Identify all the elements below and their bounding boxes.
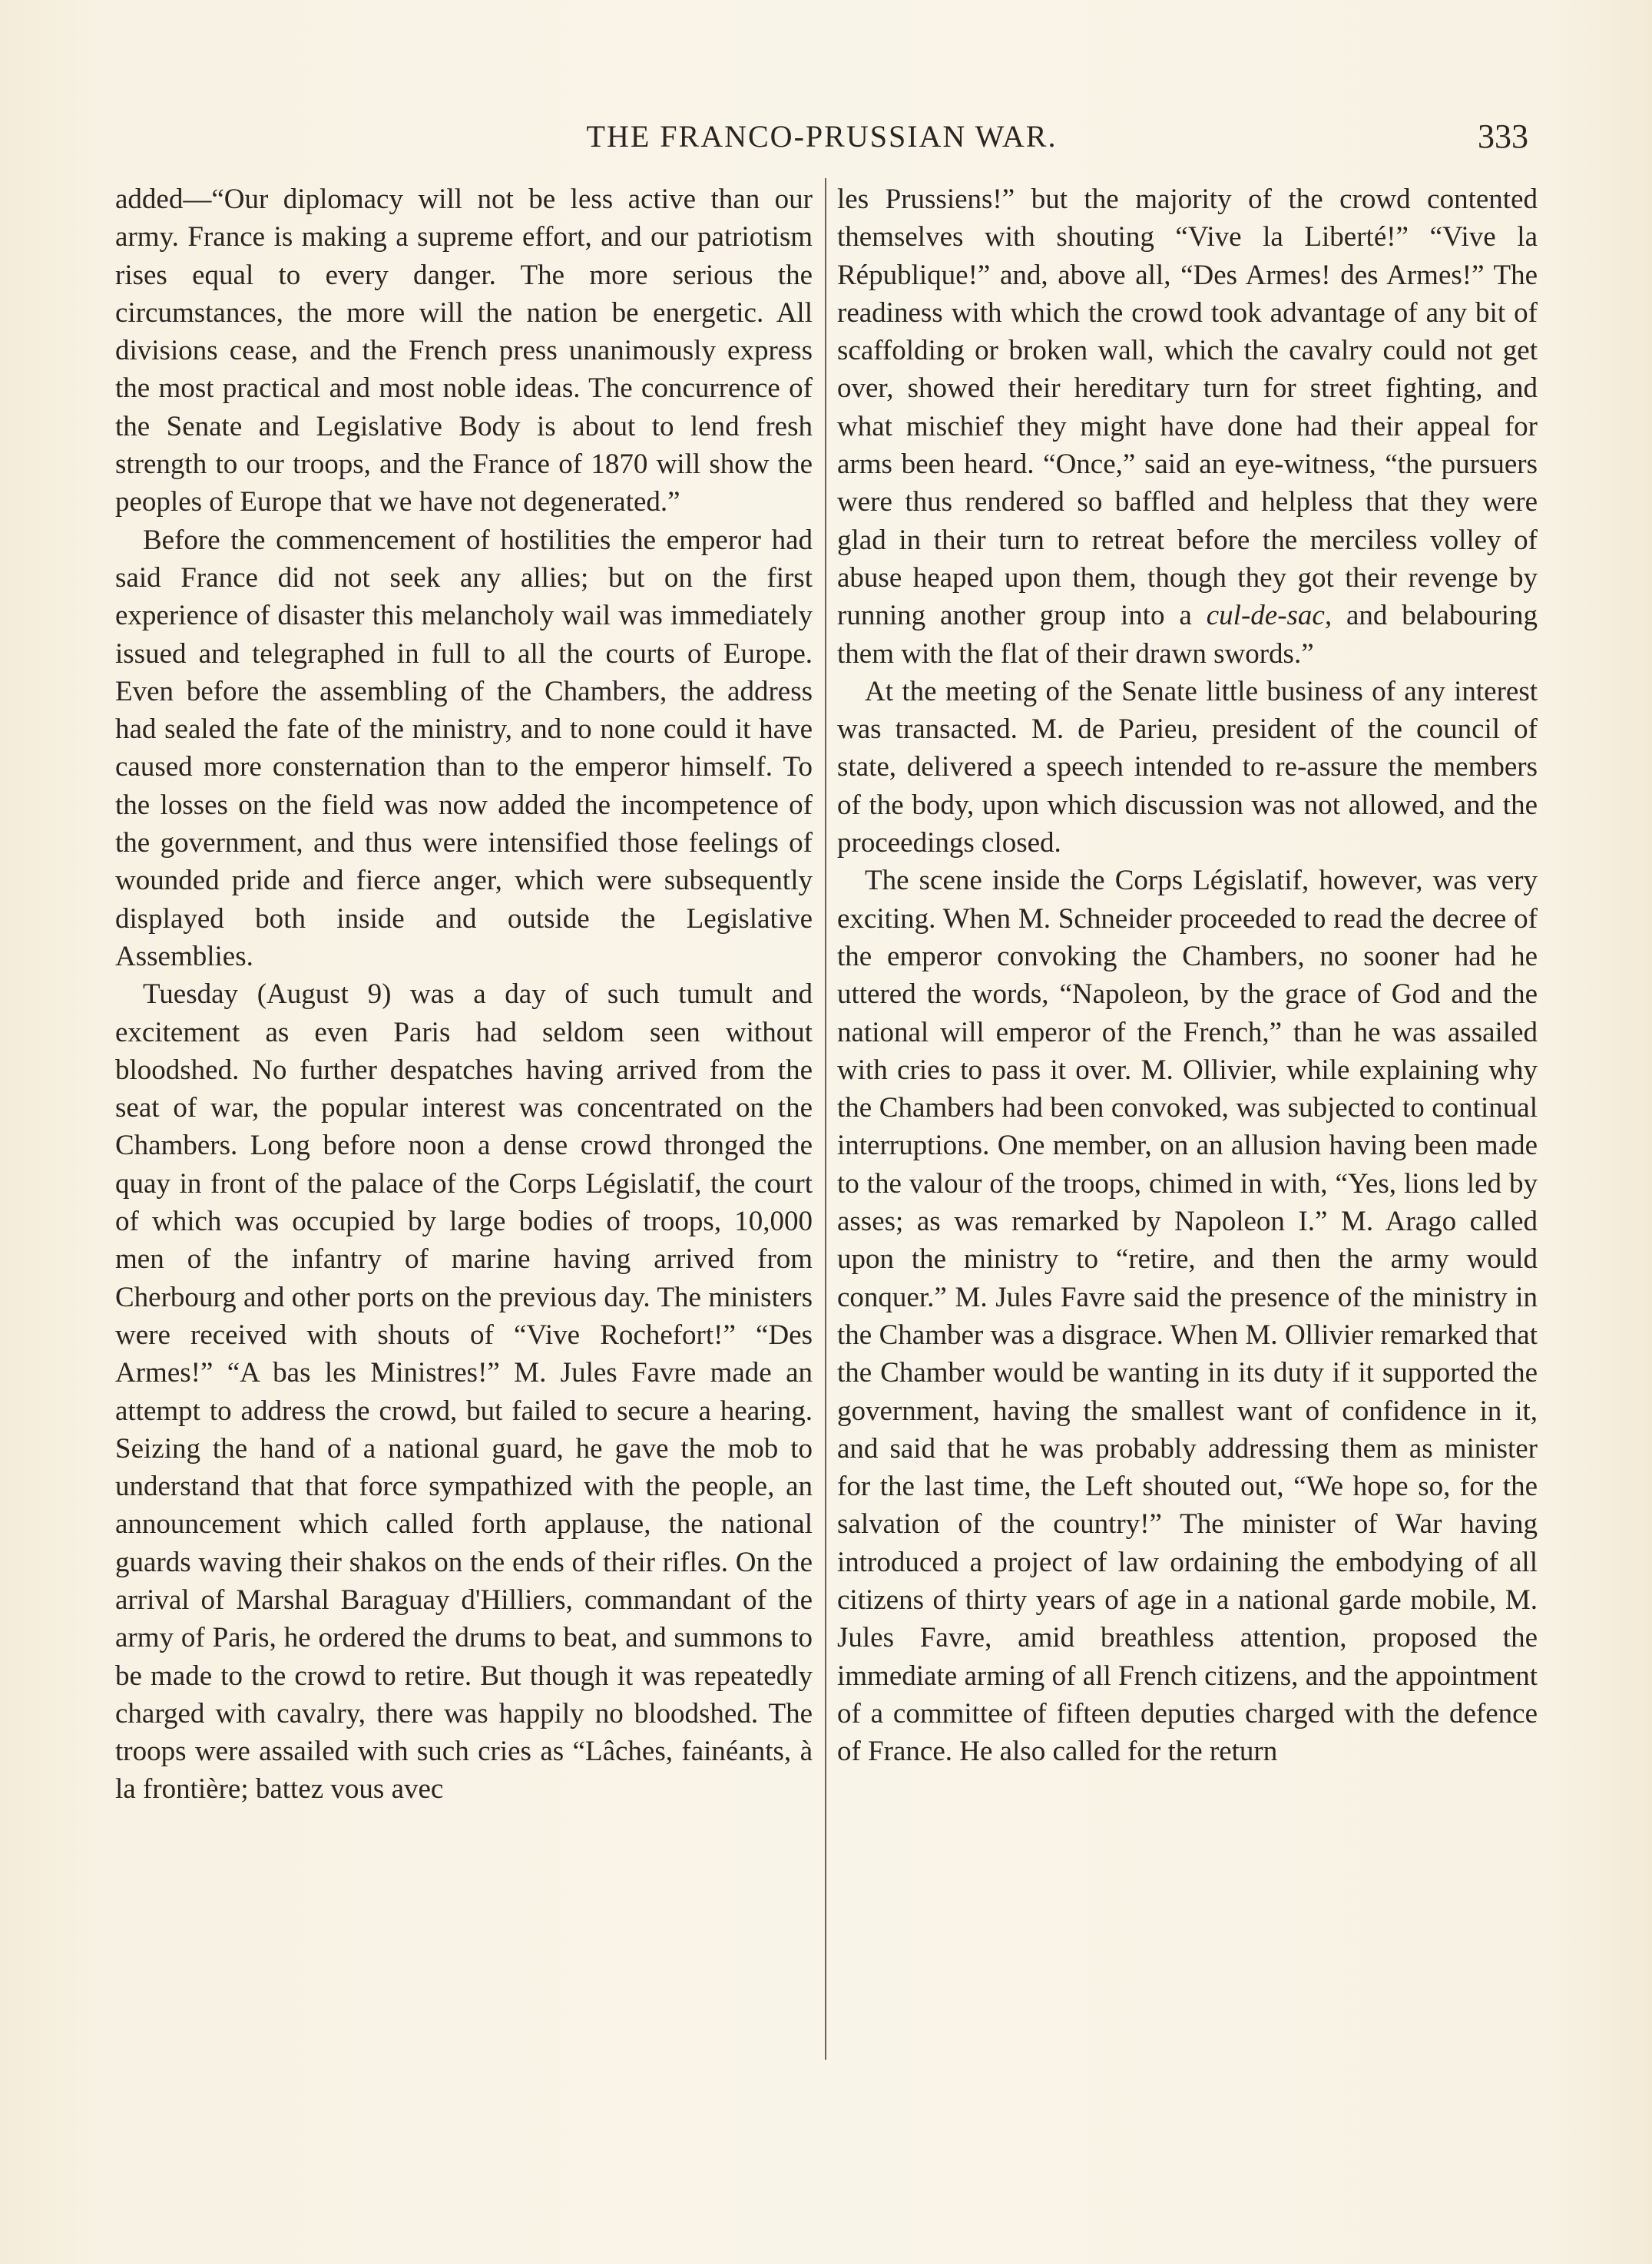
italic-term: cul-de-sac, xyxy=(1206,600,1333,632)
page-number: 333 xyxy=(1478,118,1528,155)
paragraph: Before the commencement of hostilities the emperor had said France did not seek any allies; but on the first experience of disaster this melancholy wail was immediately issued and telegraphed in full to all the courts of Europe. Even before the assembling of the Chambers, the address had sealed the fate of the ministry, and to none could it have caused more consternation than to the emperor himself. To the losses on the field was now added the incompetence of the government, and thus were intensified those feelings of wounded pride and fierce anger, which were subsequently displayed both inside and outside the Legislative Assemblies. xyxy=(115,524,813,972)
paragraph-text: les Prussiens!” but the majority of the crowd contented themselves with shouting “Vive la Liberté!” “Vive la République!” and, above all, “Des Armes! des Armes!” The readiness with which the crowd took advantage of any bit of scaffolding or broken wall, which the cavalry could not get over, showed their hereditary turn for street fighting, and what mischief they might have done had their appeal for arms been heard. “Once,” said an eye-witness, “the pursuers were thus rendered so baffled and helpless that they were glad in their turn to retreat before the merciless volley of abuse heaped upon them, though they got their revenge by running another group into a xyxy=(837,184,1538,632)
column-divider xyxy=(825,178,826,2060)
paragraph: added—“Our diplomacy will not be less active than our army. France is making a supreme effort, and our patriotism rises equal to every danger. The more serious the circumstances, the more will the nation be energetic. All divisions cease, and the French press unanimously express the most practical and most noble ideas. The concurrence of the Senate and Legislative Body is about to lend fresh strength to our troops, and the France of 1870 will show the peoples of Europe that we have not degenerated.” xyxy=(115,184,813,518)
left-column xyxy=(115,180,813,1809)
paragraph: At the meeting of the Senate little business of any interest was transacted. M. de Parieu, president of the council of state, delivered a speech intended to re-assure the members of the body, upon which discussion was not allowed, and the proceedings closed. xyxy=(837,675,1538,859)
running-title: THE FRANCO-PRUSSIAN WAR. xyxy=(586,119,1058,154)
paragraph-text: and belabouring them with the flat of their drawn swords.” xyxy=(837,600,1538,670)
paragraph: Tuesday (August 9) was a day of such tumult and excitement as even Paris had seldom seen without bloodshed. No further despatches having arrived from the seat of war, the popular interest was concentrated on the Chambers. Long before noon a dense crowd thronged the quay in front of the palace of the Corps Législatif, the court of which was occupied by large bodies of troops, 10,000 men of the infantry of marine having arrived from Cherbourg and other ports on the previous day. The ministers were received with shouts of “Vive Rochefort!” “Des Armes!” “A bas les Ministres!” M. Jules Favre made an attempt to address the crowd, but failed to secure a hearing. Seizing the hand of a national guard, he gave the mob to understand that that force sympathized with the people, an announcement which called forth applause, the national guards waving their shakos on the ends of their rifles. On the arrival of Marshal Baraguay d'Hilliers, commandant of the army of Paris, he ordered the drums to beat, and summons to be made to the crowd to retire. But though it was repeatedly charged with cavalry, there was happily no bloodshed. The troops were assailed with such cries as “Lâches, fainéants, à la frontière; battez vous avec xyxy=(115,978,813,1806)
paragraph: The scene inside the Corps Législatif, however, was very exciting. When M. Schneider proceeded to read the decree of the emperor convoking the Chambers, no sooner had he uttered the words, “Napoleon, by the grace of God and the national will emperor of the French,” than he was assailed with cries to pass it over. M. Ollivier, while explaining why the Chambers had been convoked, was subjected to continual interruptions. One member, on an allusion having been made to the valour of the troops, chimed in with, “Yes, lions led by asses; as was remarked by Napoleon I.” M. Arago called upon the ministry to “retire, and then the army would conquer.” M. Jules Favre said the presence of the ministry in the Chamber was a disgrace. When M. Ollivier remarked that the Chamber would be wanting in its duty if it supported the government, having the smallest want of confidence in it, and said that he was probably addressing them as minister for the last time, the Left shouted out, “We hope so, for the salvation of the country!” The minister of War having introduced a project of law ordaining the embodying of all citizens of thirty years of age in a national garde mobile, M. Jules Favre, amid breathless attention, proposed the immediate arming of all French citizens, and the appointment of a committee of fifteen deputies charged with the defence of France. He also called for the return xyxy=(837,865,1538,1768)
right-column xyxy=(837,180,1538,1770)
paragraph xyxy=(837,180,1538,673)
running-head xyxy=(115,114,1528,160)
